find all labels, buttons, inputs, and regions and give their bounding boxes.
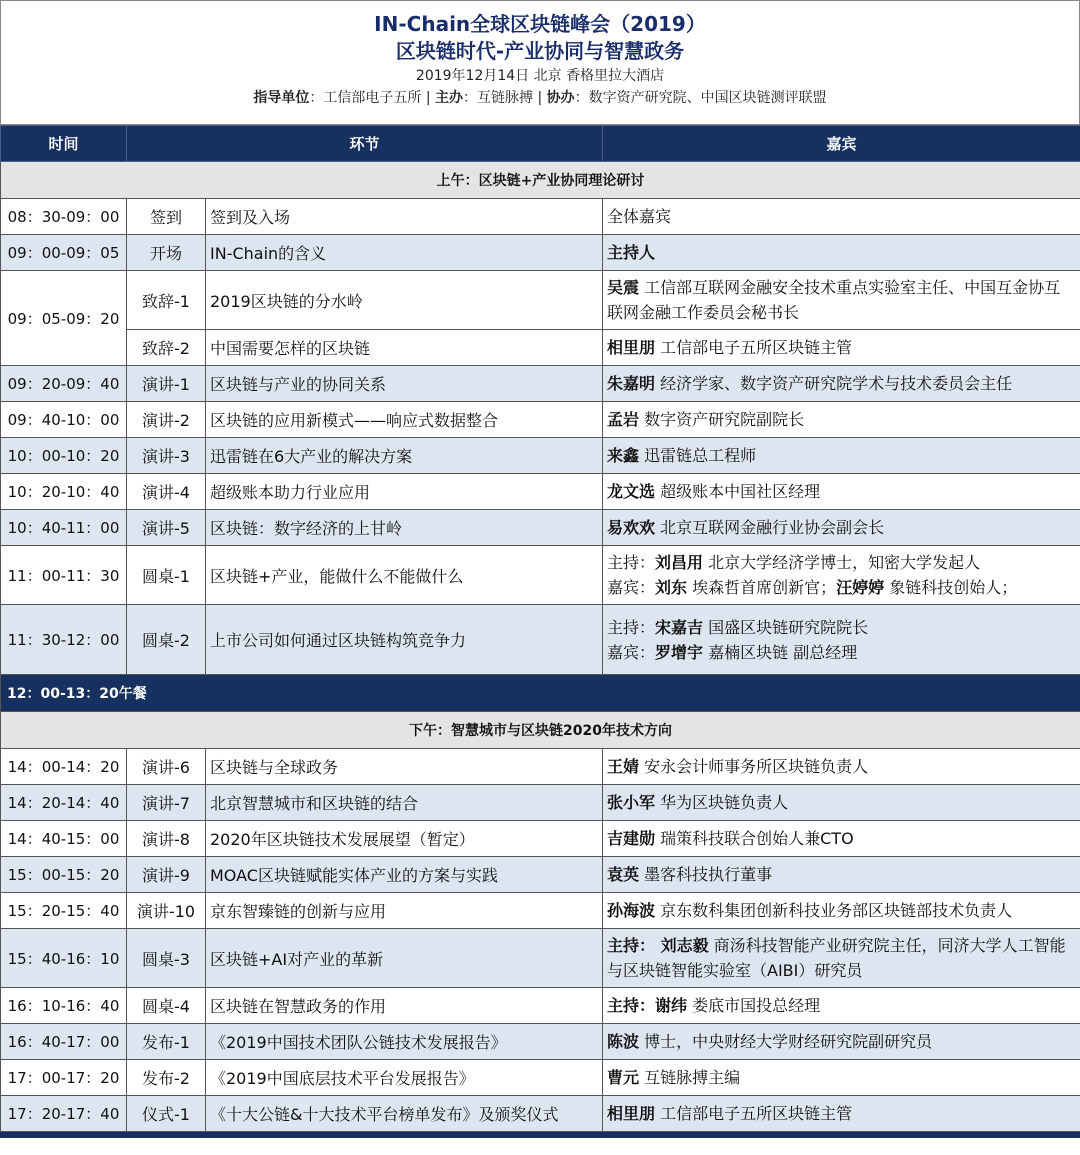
row-topic: 区块链的应用新模式——响应式数据整合: [206, 402, 603, 438]
row-segment: 演讲-6: [127, 749, 206, 785]
guest-name: 张小军: [607, 793, 656, 812]
guest-name: 孙海波: [607, 901, 656, 920]
row-topic: 区块链：数字经济的上甘岭: [206, 510, 603, 546]
guest-title: 工信部电子五所区块链主管: [655, 338, 853, 357]
row-time: 11：30-12：00: [1, 605, 127, 675]
guest-title: 互链脉搏主编: [639, 1068, 741, 1087]
co-value: ：数字资产研究院、中国区块链测评联盟: [574, 90, 827, 106]
row-guest: [603, 199, 1080, 235]
row-guest: [603, 330, 1080, 366]
row-segment: 仪式-1: [127, 1096, 206, 1132]
row-time: 16：40-17：00: [1, 1024, 127, 1060]
row-guest: [603, 785, 1080, 821]
agenda-row: [1, 474, 1080, 510]
guest-title: 迅雷链总工程师: [639, 446, 757, 465]
row-time: 14：40-15：00: [1, 821, 127, 857]
row-segment: 开场: [127, 235, 206, 271]
panelist-prefix: 嘉宾：: [607, 578, 656, 597]
row-segment: 发布-2: [127, 1060, 206, 1096]
row-guest: [603, 605, 1080, 675]
guest-name: 相里朋: [607, 1104, 656, 1123]
guest-name: 孟岩: [607, 410, 640, 429]
guest-title: 数字资产研究院副院长: [639, 410, 805, 429]
row-topic: 《2019中国底层技术平台发展报告》: [206, 1060, 603, 1096]
guest-name: 吉建勋: [607, 829, 656, 848]
row-guest: [603, 749, 1080, 785]
row-segment: 演讲-1: [127, 366, 206, 402]
row-time: 15：40-16：10: [1, 929, 127, 988]
guide-label: 指导单位: [253, 90, 310, 106]
row-guest: [603, 857, 1080, 893]
agenda-row: [1, 1060, 1080, 1096]
moderator-title: 国盛区块链研究院院长: [703, 617, 869, 637]
agenda-row: [1, 438, 1080, 474]
row-topic: 《2019中国技术团队公链技术发展报告》: [206, 1024, 603, 1060]
row-time: 14：20-14：40: [1, 785, 127, 821]
row-time: 09：20-09：40: [1, 366, 127, 402]
guest-name: 王婧: [607, 757, 640, 776]
row-segment: 圆桌-2: [127, 605, 206, 675]
row-topic: 区块链在智慧政务的作用: [206, 988, 603, 1024]
guest-title: 工信部电子五所区块链主管: [655, 1104, 853, 1123]
row-topic: 区块链+产业，能做什么不能做什么: [206, 546, 603, 605]
guest-title: 经济学家、数字资产研究院学术与技术委员会主任: [655, 374, 1013, 393]
row-topic: 《十大公链&十大技术平台榜单发布》及颁奖仪式: [206, 1096, 603, 1132]
guest-title: 安永会计师事务所区块链负责人: [639, 757, 869, 776]
guest-name: 主持：谢纬: [607, 996, 688, 1015]
guest-name: 朱嘉明: [607, 374, 656, 393]
panelist-name: 刘东: [655, 578, 688, 597]
row-time: 15：20-15：40: [1, 893, 127, 929]
guest-title: 博士，中央财经大学财经研究院副研究员: [639, 1032, 933, 1051]
moderator-line: [607, 550, 1076, 575]
row-time: 09：00-09：05: [1, 235, 127, 271]
agenda-row: [1, 402, 1080, 438]
guest-name: 相里朋: [607, 338, 656, 357]
row-time: 14：00-14：20: [1, 749, 127, 785]
agenda-row: [1, 546, 1080, 605]
guest-title: 全体嘉宾: [607, 207, 672, 226]
guest-title: 瑞策科技联合创始人兼CTO: [655, 829, 854, 848]
row-topic: 京东智臻链的创新与应用: [206, 893, 603, 929]
row-segment: 演讲-2: [127, 402, 206, 438]
guest-title: 工信部互联网金融安全技术重点实验室主任、中国互金协互联网金融工作委员会秘书长: [607, 278, 1061, 322]
panelist-line: [607, 575, 1076, 600]
row-topic: 签到及入场: [206, 199, 603, 235]
column-header-guest: 嘉宾: [603, 126, 1080, 162]
host-label: 主办: [435, 90, 463, 106]
panelist-prefix: 嘉宾：: [607, 642, 656, 662]
host-value: ：互链脉搏 |: [463, 90, 547, 106]
guide-value: ：工信部电子五所 |: [309, 90, 435, 106]
agenda-row: [1, 749, 1080, 785]
event-title: IN-Chain全球区块链峰会（2019）: [374, 12, 706, 36]
agenda-row: [1, 605, 1080, 675]
event-date-venue: 2019年12月14日 北京 香格里拉大酒店: [415, 68, 665, 84]
agenda-row: [1, 1024, 1080, 1060]
agenda-row: [1, 988, 1080, 1024]
moderator-name: 宋嘉吉: [655, 617, 704, 637]
lunch-label: 12：00-13：20午餐: [1, 675, 1080, 712]
row-guest: [603, 438, 1080, 474]
row-guest: [603, 893, 1080, 929]
row-time: 09：05-09：20: [1, 271, 127, 366]
row-segment: 演讲-3: [127, 438, 206, 474]
row-time: 10：40-11：00: [1, 510, 127, 546]
row-segment: 演讲-9: [127, 857, 206, 893]
row-segment: 致辞-1: [127, 271, 206, 330]
agenda-row: [1, 199, 1080, 235]
guest-name: 易欢欢: [607, 518, 656, 537]
guest-title: 墨客科技执行董事: [639, 865, 773, 884]
row-topic: 区块链与产业的协同关系: [206, 366, 603, 402]
guest-title: 商汤科技智能产业研究院主任，同济大学人工智能与区块链智能实验室（AIBI）研究员: [607, 936, 1066, 980]
guest-name: 袁英: [607, 865, 640, 884]
afternoon-section-row: [1, 712, 1080, 749]
agenda-row: [1, 1096, 1080, 1132]
row-guest: [603, 546, 1080, 605]
panelist-name: 汪婷婷: [836, 578, 885, 597]
agenda-row: [1, 271, 1080, 330]
agenda-row: [1, 510, 1080, 546]
lunch-row: [1, 675, 1080, 712]
row-time: 15：00-15：20: [1, 857, 127, 893]
guest-name: 陈波: [607, 1032, 640, 1051]
row-guest: [603, 235, 1080, 271]
guest-name: 曹元: [607, 1068, 640, 1087]
guest-title: 华为区块链负责人: [655, 793, 789, 812]
agenda-row: [1, 929, 1080, 988]
row-segment: 演讲-5: [127, 510, 206, 546]
co-label: 协办: [546, 90, 575, 106]
row-guest: [603, 1024, 1080, 1060]
panelist-title: 埃森哲首席创新官；: [687, 578, 837, 597]
guest-title: 京东数科集团创新科技业务部区块链部技术负责人: [655, 901, 1013, 920]
row-segment: 圆桌-3: [127, 929, 206, 988]
column-header-time: 时间: [1, 126, 127, 162]
guest-name: 主持人: [607, 243, 656, 262]
event-header: [0, 0, 1080, 125]
row-guest: [603, 988, 1080, 1024]
moderator-prefix: 主持：: [607, 617, 656, 637]
row-topic: 2020年区块链技术发展展望（暂定）: [206, 821, 603, 857]
row-guest: [603, 271, 1080, 330]
event-organizers: [1, 87, 1079, 109]
row-segment: 签到: [127, 199, 206, 235]
guest-name: 龙文选: [607, 482, 656, 501]
agenda-table: [0, 125, 1080, 1132]
row-topic: 中国需要怎样的区块链: [206, 330, 603, 366]
row-guest: [603, 510, 1080, 546]
row-time: 09：40-10：00: [1, 402, 127, 438]
row-time: 17：20-17：40: [1, 1096, 127, 1132]
row-topic: 上市公司如何通过区块链构筑竞争力: [206, 605, 603, 675]
moderator-line: [607, 615, 1076, 640]
row-topic: 超级账本助力行业应用: [206, 474, 603, 510]
moderator-name: 刘昌用: [655, 553, 704, 572]
guest-name: 吴震: [607, 278, 640, 297]
row-time: 10：00-10：20: [1, 438, 127, 474]
afternoon-section-title: 下午：智慧城市与区块链2020年技术方向: [1, 712, 1080, 749]
agenda-row: [1, 821, 1080, 857]
agenda-row: [1, 330, 1080, 366]
row-topic: 迅雷链在6大产业的解决方案: [206, 438, 603, 474]
panelist-line: [607, 640, 1076, 665]
agenda-row: [1, 366, 1080, 402]
guest-title: 北京互联网金融行业协会副会长: [655, 518, 885, 537]
row-topic: MOAC区块链赋能实体产业的方案与实践: [206, 857, 603, 893]
row-segment: 演讲-8: [127, 821, 206, 857]
row-topic: 区块链与全球政务: [206, 749, 603, 785]
event-subtitle: 区块链时代-产业协同与智慧政务: [395, 39, 685, 63]
row-segment: 圆桌-4: [127, 988, 206, 1024]
row-topic: 区块链+AI对产业的革新: [206, 929, 603, 988]
row-guest: [603, 929, 1080, 988]
row-time: 08：30-09：00: [1, 199, 127, 235]
row-guest: [603, 1060, 1080, 1096]
row-time: 17：00-17：20: [1, 1060, 127, 1096]
row-segment: 演讲-10: [127, 893, 206, 929]
moderator-title: 北京大学经济学博士，知密大学发起人: [703, 553, 981, 572]
guest-name: 来鑫: [607, 446, 640, 465]
row-guest: [603, 821, 1080, 857]
footer-bar: [0, 1132, 1080, 1138]
row-topic: 北京智慧城市和区块链的结合: [206, 785, 603, 821]
panelist-title: 象链科技创始人；: [884, 578, 1018, 597]
morning-section-title: 上午：区块链+产业协同理论研讨: [1, 162, 1080, 199]
row-segment: 致辞-2: [127, 330, 206, 366]
row-segment: 发布-1: [127, 1024, 206, 1060]
row-topic: 2019区块链的分水岭: [206, 271, 603, 330]
morning-section-row: [1, 162, 1080, 199]
row-segment: 演讲-7: [127, 785, 206, 821]
row-guest: [603, 1096, 1080, 1132]
row-guest: [603, 402, 1080, 438]
agenda-row: [1, 235, 1080, 271]
column-header-segment: 环节: [127, 126, 603, 162]
row-topic: IN-Chain的含义: [206, 235, 603, 271]
row-segment: 演讲-4: [127, 474, 206, 510]
column-header-row: [1, 126, 1080, 162]
guest-title: 超级账本中国社区经理: [655, 482, 821, 501]
guest-name: 主持： 刘志毅: [607, 936, 709, 955]
row-segment: 圆桌-1: [127, 546, 206, 605]
row-time: 10：20-10：40: [1, 474, 127, 510]
row-time: 11：00-11：30: [1, 546, 127, 605]
panelist-title: 嘉楠区块链 副总经理: [703, 642, 858, 662]
agenda-row: [1, 785, 1080, 821]
row-time: 16：10-16：40: [1, 988, 127, 1024]
agenda-row: [1, 857, 1080, 893]
moderator-prefix: 主持：: [607, 553, 656, 572]
row-guest: [603, 474, 1080, 510]
agenda-row: [1, 893, 1080, 929]
row-guest: [603, 366, 1080, 402]
panelist-name: 罗增宇: [655, 642, 704, 662]
guest-title: 娄底市国投总经理: [687, 996, 821, 1015]
